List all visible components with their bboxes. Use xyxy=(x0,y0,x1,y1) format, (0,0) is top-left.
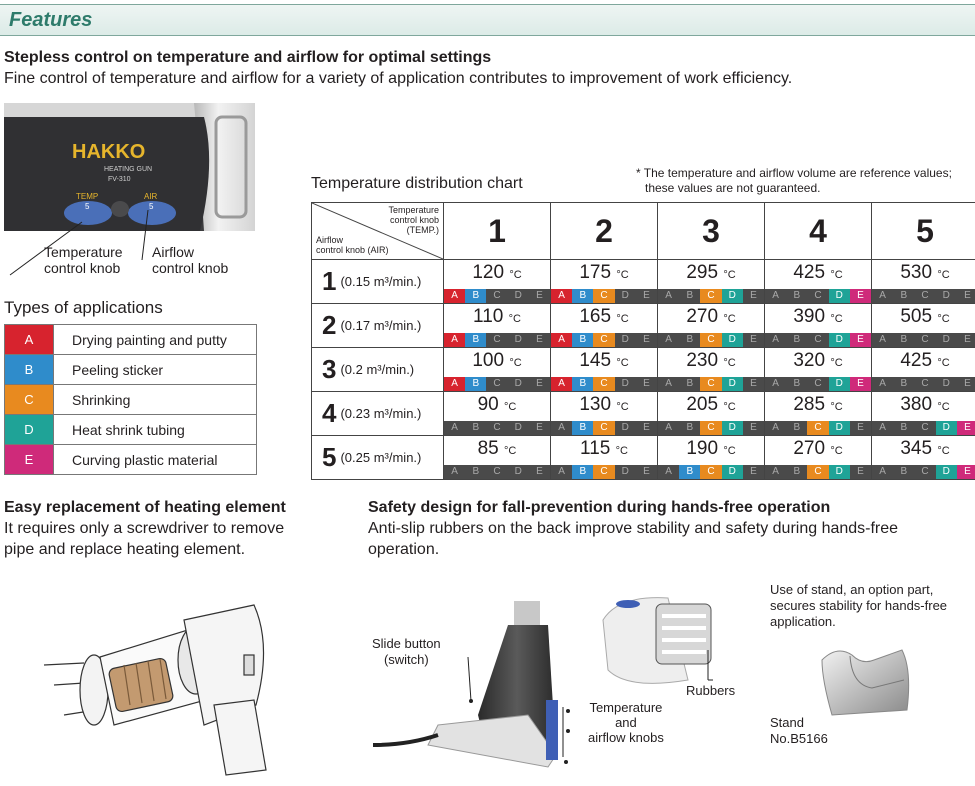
application-indicator: C xyxy=(700,333,721,347)
application-indicator: B xyxy=(900,378,908,389)
chart-row xyxy=(312,436,975,480)
chart-row xyxy=(312,304,975,348)
application-indicator: A xyxy=(551,333,572,347)
airflow-setting-label: 4 (0.23 m³/min.) xyxy=(312,392,444,436)
temperature-cell xyxy=(551,436,658,480)
application-indicator: D xyxy=(829,377,850,391)
heating-element-illustration xyxy=(4,585,274,780)
application-indicator: A xyxy=(451,466,458,477)
temp-setting-header: 5 xyxy=(872,203,975,260)
application-strip xyxy=(551,465,657,479)
application-letter: A xyxy=(5,325,54,355)
application-indicator: A xyxy=(772,422,779,433)
application-indicator: B xyxy=(465,333,486,347)
svg-text:AIR: AIR xyxy=(144,192,158,201)
temp-setting-header: 2 xyxy=(551,203,658,260)
application-indicator: D xyxy=(722,421,743,435)
application-indicator: B xyxy=(572,465,593,479)
temperature-value: 285 °C xyxy=(793,394,843,415)
application-indicator: B xyxy=(793,466,801,477)
temperature-value: 175 °C xyxy=(579,262,629,283)
application-indicator: E xyxy=(643,334,650,345)
application-indicator: A xyxy=(558,466,565,477)
application-indicator: D xyxy=(829,465,850,479)
application-strip xyxy=(765,333,871,347)
application-strip xyxy=(872,289,975,303)
application-indicator: E xyxy=(857,466,864,477)
application-indicator: A xyxy=(551,289,572,303)
application-indicator: D xyxy=(829,289,850,303)
application-indicator: B xyxy=(465,377,486,391)
temperature-cell xyxy=(551,304,658,348)
temp-knob-callout: Temperature control knob xyxy=(44,244,123,276)
application-indicator: A xyxy=(665,466,672,477)
application-indicator: E xyxy=(536,466,543,477)
application-indicator: A xyxy=(665,290,672,301)
temperature-value: 205 °C xyxy=(686,394,736,415)
section-header xyxy=(0,4,975,36)
temperature-value: 115 °C xyxy=(580,438,628,459)
chart-row xyxy=(312,348,975,392)
application-indicator: C xyxy=(593,289,614,303)
temperature-value: 145 °C xyxy=(579,350,629,371)
application-indicator: C xyxy=(814,290,822,301)
application-indicator: D xyxy=(621,466,629,477)
application-indicator: A xyxy=(879,290,886,301)
temperature-cell xyxy=(765,348,872,392)
application-strip xyxy=(551,421,657,435)
application-strip xyxy=(658,377,764,391)
application-indicator: C xyxy=(807,465,828,479)
application-indicator: C xyxy=(593,465,614,479)
application-row xyxy=(5,385,257,415)
application-indicator: B xyxy=(793,422,801,433)
temperature-value: 270 °C xyxy=(686,306,736,327)
airflow-setting-label: 5 (0.25 m³/min.) xyxy=(312,436,444,480)
chart-row xyxy=(312,392,975,436)
chart-note: * The temperature and airflow volume are reference values; these values are not guaranteed. xyxy=(636,166,952,195)
application-indicator: C xyxy=(700,289,721,303)
application-indicator: B xyxy=(686,422,694,433)
temperature-cell xyxy=(872,304,975,348)
application-strip xyxy=(765,465,871,479)
application-indicator: A xyxy=(444,377,465,391)
stand-illustration xyxy=(812,640,912,720)
application-strip xyxy=(658,333,764,347)
temp-setting-header: 4 xyxy=(765,203,872,260)
temperature-value: 100 °C xyxy=(472,350,522,371)
temperature-cell xyxy=(658,260,765,304)
application-indicator: E xyxy=(750,422,757,433)
temperature-value: 295 °C xyxy=(686,262,736,283)
slide-button-label: Slide button (switch) xyxy=(372,636,441,667)
application-indicator: E xyxy=(643,466,650,477)
application-indicator: E xyxy=(857,422,864,433)
application-indicator: B xyxy=(472,466,480,477)
application-indicator: C xyxy=(493,422,501,433)
temperature-cell xyxy=(872,392,975,436)
application-indicator: B xyxy=(572,421,593,435)
application-label: Curving plastic material xyxy=(54,445,257,475)
application-strip xyxy=(444,289,550,303)
rubbers-label: Rubbers xyxy=(686,683,736,698)
application-indicator: D xyxy=(936,421,957,435)
application-indicator: C xyxy=(921,378,929,389)
application-row xyxy=(5,355,257,385)
application-strip xyxy=(444,333,550,347)
application-indicator: C xyxy=(593,333,614,347)
application-indicator: B xyxy=(900,334,908,345)
temperature-cell xyxy=(872,260,975,304)
application-indicator: E xyxy=(536,290,543,301)
application-indicator: E xyxy=(957,465,975,479)
application-strip xyxy=(551,289,657,303)
application-indicator: D xyxy=(942,290,950,301)
application-indicator: A xyxy=(772,290,779,301)
application-indicator: A xyxy=(772,466,779,477)
heating-element-body: It requires only a screwdriver to remove pipe and replace heating element. xyxy=(4,520,285,558)
temperature-value: 505 °C xyxy=(900,306,950,327)
application-indicator: D xyxy=(514,378,522,389)
temperature-cell xyxy=(551,392,658,436)
application-indicator: C xyxy=(493,334,501,345)
knobs-label: Temperature and airflow knobs xyxy=(588,700,664,745)
temp-setting-header: 3 xyxy=(658,203,765,260)
temp-setting-header: 1 xyxy=(444,203,551,260)
application-letter: E xyxy=(5,445,54,475)
svg-text:FV-310: FV-310 xyxy=(108,176,131,183)
application-indicator: A xyxy=(772,334,779,345)
application-indicator: C xyxy=(807,421,828,435)
application-indicator: A xyxy=(444,289,465,303)
temperature-cell xyxy=(551,260,658,304)
svg-text:TEMP: TEMP xyxy=(76,192,99,201)
application-indicator: E xyxy=(957,421,975,435)
application-letter: D xyxy=(5,415,54,445)
airflow-setting-label: 3 (0.2 m³/min.) xyxy=(312,348,444,392)
airflow-setting-label: 1 (0.15 m³/min.) xyxy=(312,260,444,304)
rubbers-illustration xyxy=(598,590,748,690)
application-label: Shrinking xyxy=(54,385,257,415)
application-indicator: E xyxy=(536,422,543,433)
stepless-body: Fine control of temperature and airflow for a variety of application contributes to improvement of work efficiency. xyxy=(4,70,793,87)
svg-text:5: 5 xyxy=(149,202,154,211)
application-row xyxy=(5,415,257,445)
air-knob-callout: Airflow control knob xyxy=(152,244,229,276)
application-indicator: D xyxy=(936,465,957,479)
temperature-distribution-chart xyxy=(311,202,975,480)
temperature-cell xyxy=(444,436,551,480)
temperature-value: 110 °C xyxy=(473,306,521,327)
application-indicator: E xyxy=(750,378,757,389)
svg-text:5: 5 xyxy=(85,202,90,211)
application-strip xyxy=(658,421,764,435)
application-indicator: C xyxy=(593,377,614,391)
application-indicator: C xyxy=(493,466,501,477)
temperature-value: 530 °C xyxy=(900,262,950,283)
application-strip xyxy=(658,289,764,303)
application-indicator: D xyxy=(942,334,950,345)
application-indicator: A xyxy=(879,334,886,345)
application-indicator: E xyxy=(643,290,650,301)
application-indicator: E xyxy=(850,377,871,391)
application-indicator: A xyxy=(551,377,572,391)
application-indicator: D xyxy=(621,290,629,301)
section-title: Features xyxy=(9,9,93,31)
temperature-cell xyxy=(658,392,765,436)
temperature-value: 425 °C xyxy=(793,262,843,283)
application-indicator: E xyxy=(850,289,871,303)
application-indicator: C xyxy=(814,378,822,389)
application-strip xyxy=(765,377,871,391)
application-indicator: D xyxy=(514,422,522,433)
application-indicator: D xyxy=(514,466,522,477)
stepless-heading: Stepless control on temperature and airflow for optimal settings xyxy=(4,49,492,66)
application-indicator: E xyxy=(964,334,971,345)
application-indicator: C xyxy=(921,466,929,477)
application-indicator: B xyxy=(572,377,593,391)
application-indicator: B xyxy=(686,334,694,345)
temperature-cell xyxy=(872,348,975,392)
application-indicator: E xyxy=(750,334,757,345)
application-indicator: A xyxy=(772,378,779,389)
temperature-value: 270 °C xyxy=(793,438,843,459)
temperature-value: 390 °C xyxy=(793,306,843,327)
application-strip xyxy=(658,465,764,479)
application-strip xyxy=(444,377,550,391)
application-strip xyxy=(551,377,657,391)
application-indicator: B xyxy=(793,334,801,345)
application-indicator: D xyxy=(722,289,743,303)
application-label: Heat shrink tubing xyxy=(54,415,257,445)
temperature-cell xyxy=(658,436,765,480)
application-letter: C xyxy=(5,385,54,415)
applications-table xyxy=(4,324,257,475)
temperature-cell xyxy=(765,260,872,304)
application-indicator: B xyxy=(900,290,908,301)
safety-body: Anti-slip rubbers on the back improve stability and safety during hands-free operation. xyxy=(368,520,899,558)
application-indicator: A xyxy=(665,378,672,389)
application-indicator: A xyxy=(558,422,565,433)
temperature-cell xyxy=(658,348,765,392)
application-indicator: E xyxy=(964,378,971,389)
temperature-cell xyxy=(765,392,872,436)
application-indicator: D xyxy=(514,334,522,345)
temperature-value: 320 °C xyxy=(793,350,843,371)
airflow-setting-label: 2 (0.17 m³/min.) xyxy=(312,304,444,348)
svg-text:HAKKO: HAKKO xyxy=(72,141,146,163)
application-indicator: D xyxy=(621,334,629,345)
application-indicator: C xyxy=(921,334,929,345)
application-strip xyxy=(765,421,871,435)
application-row xyxy=(5,325,257,355)
application-strip xyxy=(872,465,975,479)
application-indicator: B xyxy=(472,422,480,433)
temperature-value: 190 °C xyxy=(686,438,736,459)
application-indicator: B xyxy=(686,290,694,301)
application-indicator: C xyxy=(493,290,501,301)
temperature-cell xyxy=(765,304,872,348)
application-indicator: B xyxy=(900,466,908,477)
application-indicator: E xyxy=(850,333,871,347)
application-indicator: E xyxy=(536,378,543,389)
temperature-cell xyxy=(658,304,765,348)
corner-temp-label: Temperature control knob (TEMP.) xyxy=(388,205,439,235)
application-indicator: D xyxy=(621,378,629,389)
application-strip xyxy=(444,465,550,479)
chart-row xyxy=(312,260,975,304)
application-indicator: E xyxy=(536,334,543,345)
application-indicator: A xyxy=(451,422,458,433)
temperature-cell xyxy=(444,260,551,304)
temperature-value: 130 °C xyxy=(579,394,629,415)
temperature-cell xyxy=(444,392,551,436)
temperature-cell xyxy=(872,436,975,480)
application-indicator: D xyxy=(621,422,629,433)
svg-text:HEATING GUN: HEATING GUN xyxy=(104,166,153,173)
application-strip xyxy=(765,289,871,303)
application-indicator: D xyxy=(829,333,850,347)
heating-element-heading: Easy replacement of heating element xyxy=(4,499,286,516)
application-indicator: B xyxy=(686,378,694,389)
application-indicator: A xyxy=(879,466,886,477)
application-strip xyxy=(872,377,975,391)
application-indicator: B xyxy=(900,422,908,433)
application-indicator: D xyxy=(514,290,522,301)
application-indicator: B xyxy=(679,465,700,479)
application-indicator: B xyxy=(793,378,801,389)
application-indicator: E xyxy=(964,290,971,301)
application-indicator: A xyxy=(444,333,465,347)
application-indicator: E xyxy=(750,290,757,301)
application-indicator: C xyxy=(700,377,721,391)
application-letter: B xyxy=(5,355,54,385)
temperature-cell xyxy=(444,348,551,392)
temperature-cell xyxy=(765,436,872,480)
application-indicator: D xyxy=(722,377,743,391)
application-indicator: C xyxy=(700,421,721,435)
application-label: Peeling sticker xyxy=(54,355,257,385)
temperature-value: 165 °C xyxy=(579,306,629,327)
temperature-cell xyxy=(551,348,658,392)
application-indicator: C xyxy=(700,465,721,479)
application-indicator: D xyxy=(722,333,743,347)
temperature-value: 380 °C xyxy=(900,394,950,415)
safety-heading: Safety design for fall-prevention during hands-free operation xyxy=(368,499,831,516)
application-indicator: A xyxy=(879,422,886,433)
application-indicator: C xyxy=(493,378,501,389)
application-indicator: C xyxy=(593,421,614,435)
application-indicator: D xyxy=(942,378,950,389)
application-indicator: A xyxy=(665,334,672,345)
application-indicator: D xyxy=(722,465,743,479)
application-strip xyxy=(444,421,550,435)
application-label: Drying painting and putty xyxy=(54,325,257,355)
application-indicator: E xyxy=(643,378,650,389)
application-strip xyxy=(551,333,657,347)
temperature-value: 120 °C xyxy=(472,262,522,283)
application-indicator: B xyxy=(572,289,593,303)
application-strip xyxy=(872,333,975,347)
temperature-value: 85 °C xyxy=(477,438,517,459)
application-indicator: D xyxy=(829,421,850,435)
temperature-value: 230 °C xyxy=(686,350,736,371)
application-indicator: E xyxy=(750,466,757,477)
stand-label: Stand No.B5166 xyxy=(770,715,828,746)
application-strip xyxy=(872,421,975,435)
application-row xyxy=(5,445,257,475)
application-indicator: C xyxy=(921,290,929,301)
chart-corner xyxy=(312,203,444,260)
temperature-cell xyxy=(444,304,551,348)
application-indicator: C xyxy=(814,334,822,345)
application-indicator: C xyxy=(921,422,929,433)
chart-title: Temperature distribution chart xyxy=(311,175,523,192)
stand-note: Use of stand, an option part, secures stability for hands-free application. xyxy=(770,582,948,629)
application-indicator: B xyxy=(465,289,486,303)
application-indicator: A xyxy=(665,422,672,433)
applications-title: Types of applications xyxy=(4,298,163,317)
temperature-value: 425 °C xyxy=(900,350,950,371)
temperature-value: 90 °C xyxy=(477,394,517,415)
corner-air-label: Airflow control knob (AIR) xyxy=(316,235,389,255)
application-indicator: E xyxy=(643,422,650,433)
application-indicator: B xyxy=(572,333,593,347)
application-indicator: B xyxy=(793,290,801,301)
temperature-value: 345 °C xyxy=(900,438,950,459)
application-indicator: A xyxy=(879,378,886,389)
